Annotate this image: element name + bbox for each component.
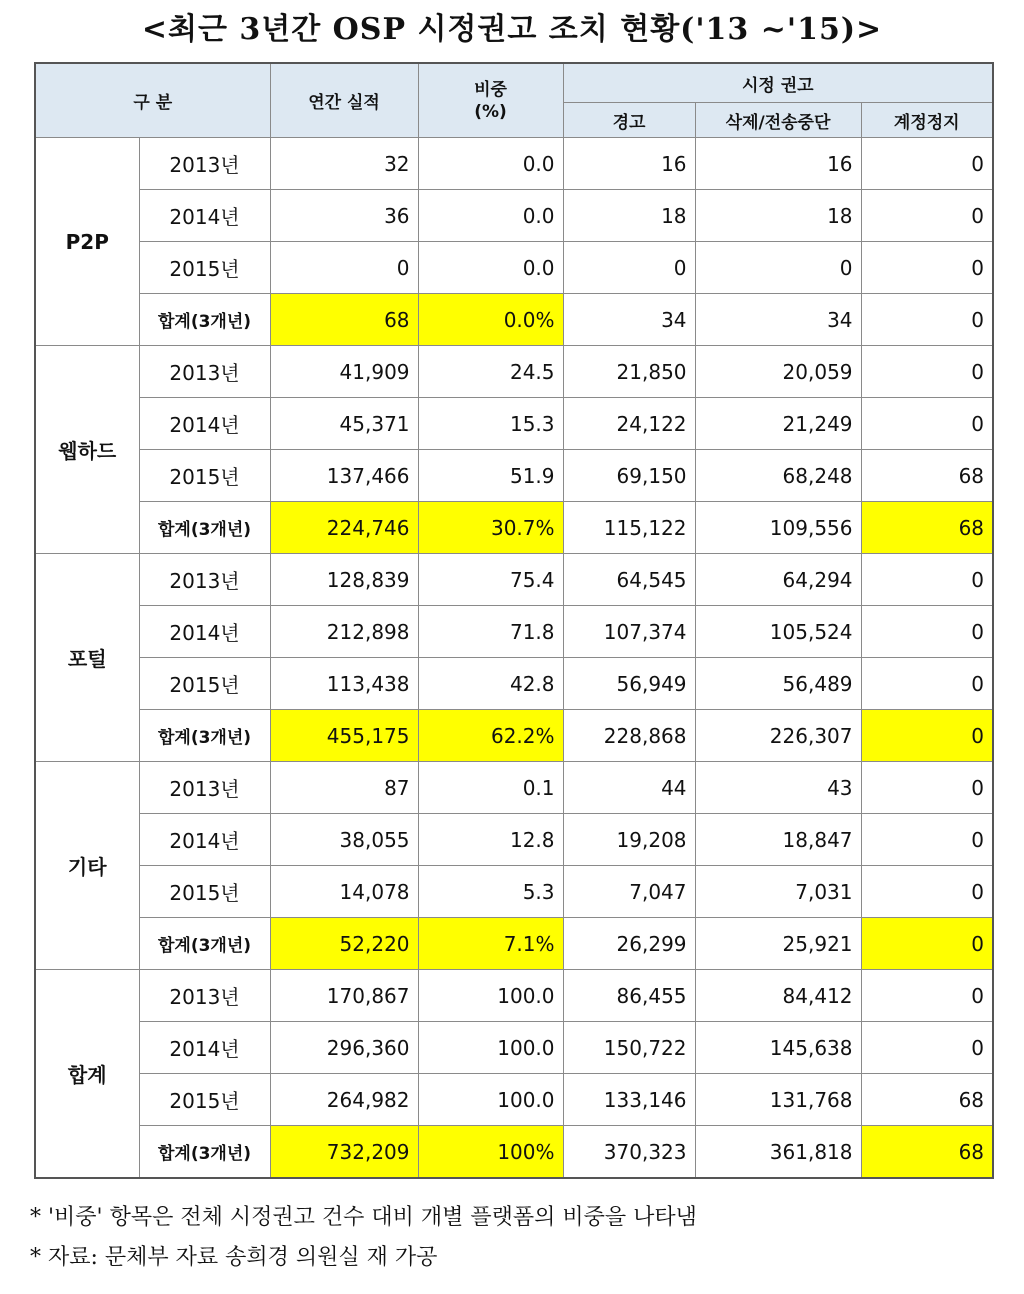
cell-annual: 455,175 bbox=[270, 710, 418, 762]
cell-delete: 16 bbox=[695, 138, 861, 190]
cell-warning: 0 bbox=[563, 242, 695, 294]
cell-suspend: 68 bbox=[861, 1126, 993, 1179]
cell-suspend: 68 bbox=[861, 1074, 993, 1126]
cell-delete: 34 bbox=[695, 294, 861, 346]
table-row bbox=[35, 398, 993, 450]
footnote-ratio: * '비중' 항목은 전체 시정권고 건수 대비 개별 플랫폼의 비중을 나타냄 bbox=[30, 1205, 697, 1230]
cell-annual: 170,867 bbox=[270, 970, 418, 1022]
cell-suspend: 68 bbox=[861, 450, 993, 502]
row-label: 2013년 bbox=[139, 346, 270, 398]
cell-ratio: 42.8 bbox=[418, 658, 563, 710]
group-label: 합계 bbox=[35, 970, 139, 1179]
cell-annual: 36 bbox=[270, 190, 418, 242]
cell-ratio: 7.1% bbox=[418, 918, 563, 970]
row-label: 2015년 bbox=[139, 1074, 270, 1126]
cell-suspend: 0 bbox=[861, 1022, 993, 1074]
table-title: <최근 3년간 OSP 시정권고 조치 현황('13 ~'15)> bbox=[141, 12, 883, 47]
cell-suspend: 0 bbox=[861, 138, 993, 190]
cell-ratio: 0.0 bbox=[418, 242, 563, 294]
cell-warning: 18 bbox=[563, 190, 695, 242]
cell-warning: 21,850 bbox=[563, 346, 695, 398]
group-label: 웹하드 bbox=[35, 346, 139, 554]
cell-delete: 68,248 bbox=[695, 450, 861, 502]
cell-warning: 64,545 bbox=[563, 554, 695, 606]
cell-suspend: 68 bbox=[861, 502, 993, 554]
cell-delete: 25,921 bbox=[695, 918, 861, 970]
cell-warning: 115,122 bbox=[563, 502, 695, 554]
cell-delete: 56,489 bbox=[695, 658, 861, 710]
cell-suspend: 0 bbox=[861, 398, 993, 450]
header-delete: 삭제/전송중단 bbox=[695, 103, 861, 138]
row-label: 2015년 bbox=[139, 658, 270, 710]
cell-annual: 128,839 bbox=[270, 554, 418, 606]
header-category: 구 분 bbox=[35, 63, 270, 138]
cell-suspend: 0 bbox=[861, 918, 993, 970]
cell-ratio: 24.5 bbox=[418, 346, 563, 398]
row-label: 2014년 bbox=[139, 398, 270, 450]
cell-ratio: 51.9 bbox=[418, 450, 563, 502]
table-row bbox=[35, 502, 993, 554]
cell-suspend: 0 bbox=[861, 190, 993, 242]
cell-warning: 19,208 bbox=[563, 814, 695, 866]
header-correction: 시정 권고 bbox=[563, 63, 993, 103]
table-row bbox=[35, 138, 993, 190]
cell-ratio: 15.3 bbox=[418, 398, 563, 450]
table-row bbox=[35, 710, 993, 762]
cell-suspend: 0 bbox=[861, 346, 993, 398]
cell-warning: 7,047 bbox=[563, 866, 695, 918]
footnote-source: * 자료: 문체부 자료 송희경 의원실 재 가공 bbox=[30, 1245, 438, 1270]
cell-delete: 84,412 bbox=[695, 970, 861, 1022]
cell-delete: 109,556 bbox=[695, 502, 861, 554]
row-label: 2013년 bbox=[139, 554, 270, 606]
cell-suspend: 0 bbox=[861, 294, 993, 346]
cell-warning: 24,122 bbox=[563, 398, 695, 450]
row-label: 2014년 bbox=[139, 606, 270, 658]
cell-annual: 41,909 bbox=[270, 346, 418, 398]
row-label: 합계(3개년) bbox=[139, 294, 270, 346]
cell-ratio: 100.0 bbox=[418, 970, 563, 1022]
cell-ratio: 100.0 bbox=[418, 1022, 563, 1074]
cell-suspend: 0 bbox=[861, 866, 993, 918]
cell-warning: 133,146 bbox=[563, 1074, 695, 1126]
cell-suspend: 0 bbox=[861, 242, 993, 294]
cell-delete: 18,847 bbox=[695, 814, 861, 866]
header-annual: 연간 실적 bbox=[270, 63, 418, 138]
group-label: 포털 bbox=[35, 554, 139, 762]
table-row bbox=[35, 1074, 993, 1126]
cell-warning: 34 bbox=[563, 294, 695, 346]
row-label: 합계(3개년) bbox=[139, 502, 270, 554]
cell-warning: 228,868 bbox=[563, 710, 695, 762]
cell-delete: 105,524 bbox=[695, 606, 861, 658]
cell-annual: 732,209 bbox=[270, 1126, 418, 1179]
cell-delete: 43 bbox=[695, 762, 861, 814]
cell-warning: 370,323 bbox=[563, 1126, 695, 1179]
cell-ratio: 5.3 bbox=[418, 866, 563, 918]
table-row bbox=[35, 814, 993, 866]
cell-warning: 44 bbox=[563, 762, 695, 814]
cell-warning: 150,722 bbox=[563, 1022, 695, 1074]
cell-annual: 0 bbox=[270, 242, 418, 294]
cell-ratio: 100% bbox=[418, 1126, 563, 1179]
cell-delete: 361,818 bbox=[695, 1126, 861, 1179]
cell-delete: 21,249 bbox=[695, 398, 861, 450]
cell-ratio: 100.0 bbox=[418, 1074, 563, 1126]
table-row bbox=[35, 658, 993, 710]
table-row bbox=[35, 1126, 993, 1179]
table-row bbox=[35, 190, 993, 242]
cell-delete: 7,031 bbox=[695, 866, 861, 918]
row-label: 2014년 bbox=[139, 1022, 270, 1074]
cell-suspend: 0 bbox=[861, 658, 993, 710]
table-row bbox=[35, 762, 993, 814]
cell-annual: 264,982 bbox=[270, 1074, 418, 1126]
row-label: 합계(3개년) bbox=[139, 1126, 270, 1179]
cell-suspend: 0 bbox=[861, 710, 993, 762]
cell-delete: 18 bbox=[695, 190, 861, 242]
row-label: 2015년 bbox=[139, 450, 270, 502]
table-row bbox=[35, 346, 993, 398]
table-row bbox=[35, 242, 993, 294]
cell-annual: 52,220 bbox=[270, 918, 418, 970]
row-label: 2013년 bbox=[139, 762, 270, 814]
cell-delete: 131,768 bbox=[695, 1074, 861, 1126]
group-label: 기타 bbox=[35, 762, 139, 970]
table-row bbox=[35, 1022, 993, 1074]
cell-annual: 87 bbox=[270, 762, 418, 814]
cell-ratio: 30.7% bbox=[418, 502, 563, 554]
row-label: 합계(3개년) bbox=[139, 918, 270, 970]
cell-annual: 212,898 bbox=[270, 606, 418, 658]
row-label: 합계(3개년) bbox=[139, 710, 270, 762]
cell-ratio: 0.0% bbox=[418, 294, 563, 346]
row-label: 2013년 bbox=[139, 970, 270, 1022]
cell-annual: 14,078 bbox=[270, 866, 418, 918]
cell-annual: 38,055 bbox=[270, 814, 418, 866]
cell-delete: 64,294 bbox=[695, 554, 861, 606]
cell-warning: 26,299 bbox=[563, 918, 695, 970]
cell-delete: 20,059 bbox=[695, 346, 861, 398]
cell-annual: 296,360 bbox=[270, 1022, 418, 1074]
cell-suspend: 0 bbox=[861, 606, 993, 658]
cell-ratio: 75.4 bbox=[418, 554, 563, 606]
header-suspend: 계정정지 bbox=[861, 103, 993, 138]
cell-warning: 16 bbox=[563, 138, 695, 190]
row-label: 2015년 bbox=[139, 242, 270, 294]
table-row bbox=[35, 554, 993, 606]
cell-suspend: 0 bbox=[861, 814, 993, 866]
row-label: 2014년 bbox=[139, 814, 270, 866]
cell-warning: 69,150 bbox=[563, 450, 695, 502]
cell-annual: 45,371 bbox=[270, 398, 418, 450]
cell-suspend: 0 bbox=[861, 762, 993, 814]
cell-annual: 137,466 bbox=[270, 450, 418, 502]
table-row bbox=[35, 918, 993, 970]
cell-warning: 56,949 bbox=[563, 658, 695, 710]
cell-ratio: 0.0 bbox=[418, 190, 563, 242]
cell-annual: 224,746 bbox=[270, 502, 418, 554]
cell-warning: 86,455 bbox=[563, 970, 695, 1022]
cell-suspend: 0 bbox=[861, 554, 993, 606]
footnotes bbox=[30, 1198, 697, 1278]
group-label: P2P bbox=[35, 138, 139, 346]
row-label: 2015년 bbox=[139, 866, 270, 918]
cell-ratio: 0.1 bbox=[418, 762, 563, 814]
table-row bbox=[35, 294, 993, 346]
cell-ratio: 71.8 bbox=[418, 606, 563, 658]
cell-delete: 145,638 bbox=[695, 1022, 861, 1074]
cell-ratio: 12.8 bbox=[418, 814, 563, 866]
cell-annual: 113,438 bbox=[270, 658, 418, 710]
cell-annual: 68 bbox=[270, 294, 418, 346]
cell-suspend: 0 bbox=[861, 970, 993, 1022]
osp-correction-table bbox=[34, 62, 994, 1179]
header-warning: 경고 bbox=[563, 103, 695, 138]
header-ratio: 비중 (%) bbox=[418, 63, 563, 138]
cell-ratio: 0.0 bbox=[418, 138, 563, 190]
cell-delete: 226,307 bbox=[695, 710, 861, 762]
table-row bbox=[35, 970, 993, 1022]
cell-annual: 32 bbox=[270, 138, 418, 190]
row-label: 2013년 bbox=[139, 138, 270, 190]
table-row bbox=[35, 606, 993, 658]
table-row bbox=[35, 866, 993, 918]
cell-warning: 107,374 bbox=[563, 606, 695, 658]
table-row bbox=[35, 450, 993, 502]
row-label: 2014년 bbox=[139, 190, 270, 242]
cell-delete: 0 bbox=[695, 242, 861, 294]
cell-ratio: 62.2% bbox=[418, 710, 563, 762]
